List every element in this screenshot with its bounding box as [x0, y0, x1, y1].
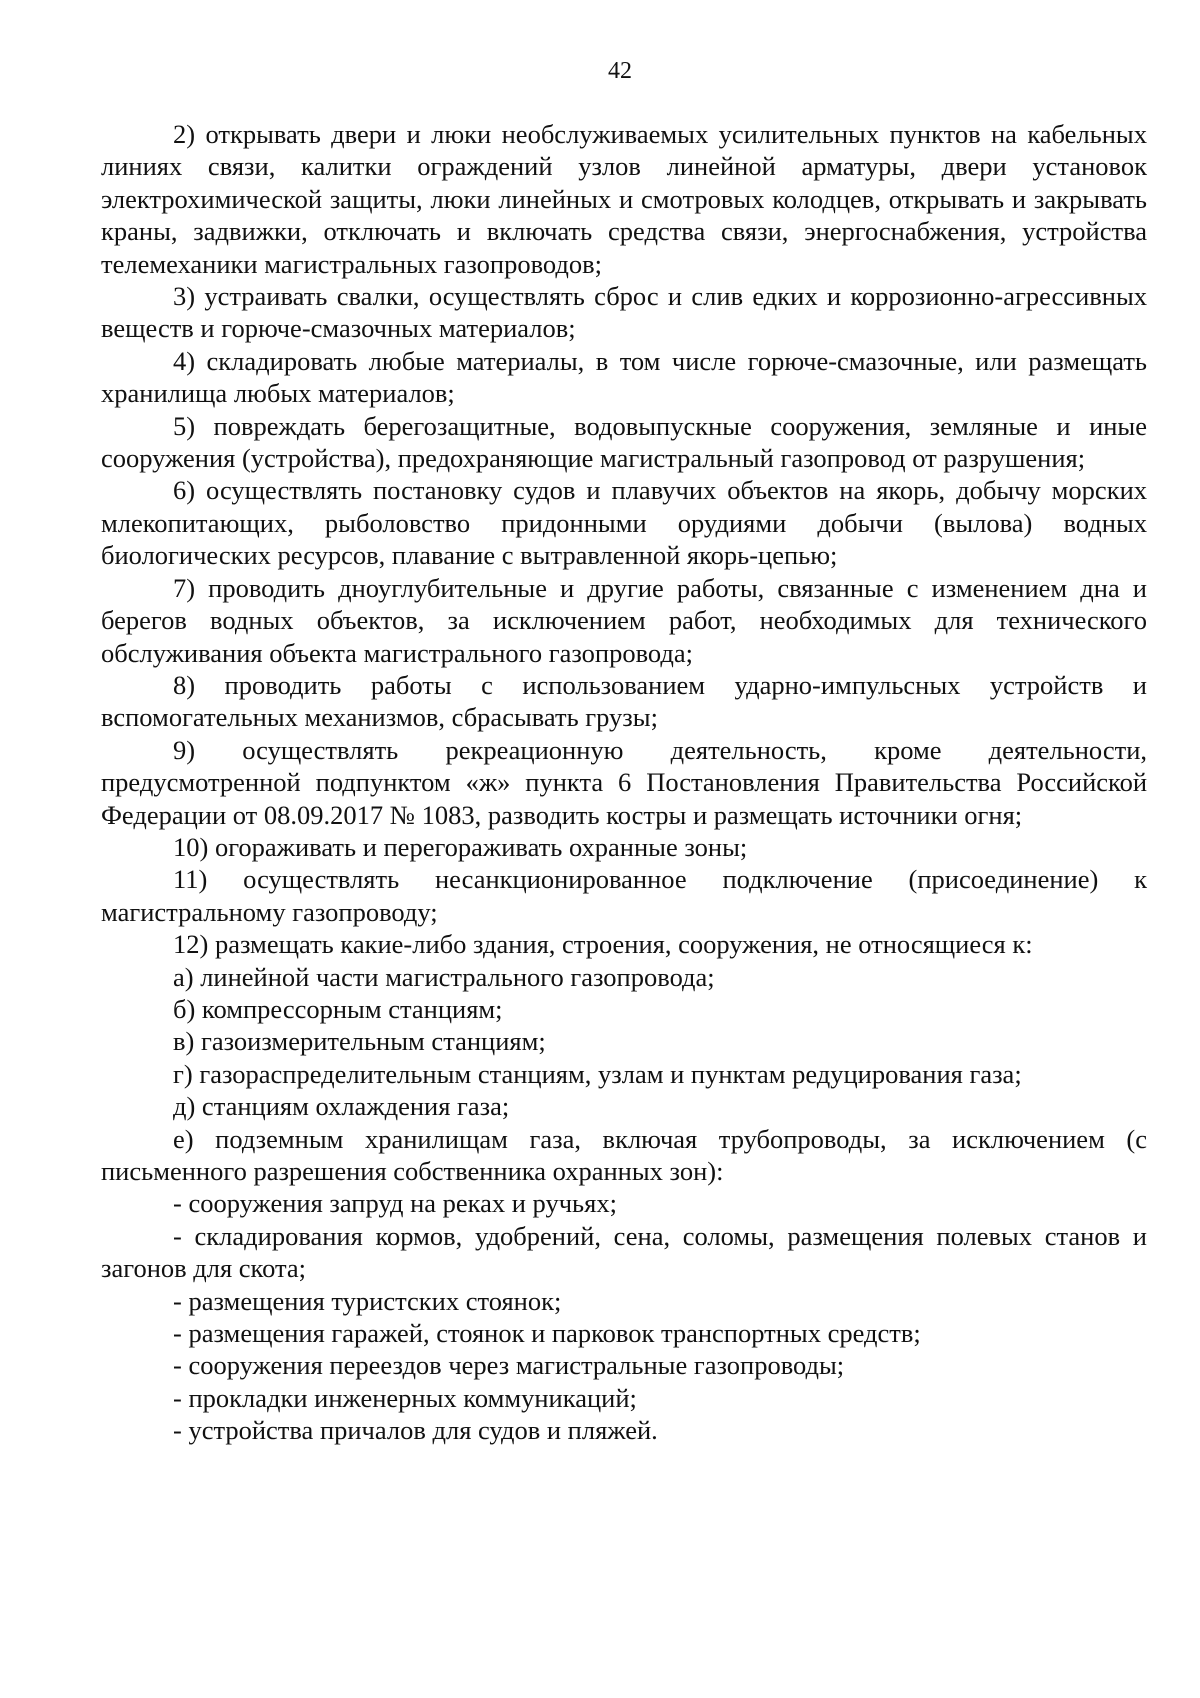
- paragraph-item-12: 12) размещать какие-либо здания, строения, сооружения, не относящиеся к:: [173, 929, 1033, 960]
- dash-item-utilities: - прокладки инженерных коммуникаций;: [173, 1382, 637, 1413]
- paragraph-item-3: 3) устраивать свалки, осуществлять сброс и слив едких и коррозионно-агрессивных веществ и горюче-смазочных материалов;: [101, 281, 1147, 344]
- subitem-b: б) компрессорным станциям;: [173, 993, 503, 1024]
- paragraph-item-9: 9) осуществлять рекреационную деятельность, кроме деятельности, предусмотренной подпунктом «ж» пункта 6 Постановления Правительства Российской Федерации от 08.09.2017 № 1083, разводить костры и размещать источники огня;: [101, 734, 1147, 830]
- document-body: [101, 118, 1147, 1447]
- dash-item-tourist-camps: - размещения туристских стоянок;: [173, 1285, 562, 1316]
- dash-item-berths: - устройства причалов для судов и пляжей.: [173, 1415, 658, 1446]
- page-number: 42: [608, 58, 632, 84]
- paragraph-item-6: 6) осуществлять постановку судов и плавучих объектов на якорь, добычу морских млекопитающих, рыболовство придонными орудиями добычи (вылова) водных биологических ресурсов, плавание с вытравленной якорь-цепью;: [101, 475, 1147, 571]
- paragraph-item-10: 10) огораживать и перегораживать охранные зоны;: [173, 831, 748, 862]
- subitem-d: д) станциям охлаждения газа;: [173, 1091, 510, 1122]
- paragraph-item-8: 8) проводить работы с использованием ударно-импульсных устройств и вспомогательных механизмов, сбрасывать грузы;: [101, 669, 1147, 733]
- paragraph-item-11: 11) осуществлять несанкционированное подключение (присоединение) к магистральному газопроводу;: [101, 864, 1147, 927]
- subitem-v: в) газоизмерительным станциям;: [173, 1026, 546, 1057]
- dash-item-storage: - складирования кормов, удобрений, сена, соломы, размещения полевых станов и загонов для скота;: [101, 1220, 1147, 1284]
- dash-item-crossings: - сооружения переездов через магистральные газопроводы;: [173, 1350, 845, 1381]
- subitem-e: е) подземным хранилищам газа, включая трубопроводы, за исключением (с письменного разрешения собственника охранных зон):: [101, 1123, 1147, 1186]
- subitem-a: а) линейной части магистрального газопровода;: [173, 961, 715, 992]
- paragraph-item-7: 7) проводить дноуглубительные и другие работы, связанные с изменением дна и берегов водных объектов, за исключением работ, необходимых для технического обслуживания объекта магистрального газопровода;: [101, 572, 1147, 668]
- dash-item-dams: - сооружения запруд на реках и ручьях;: [173, 1188, 617, 1219]
- dash-item-garages: - размещения гаражей, стоянок и парковок транспортных средств;: [173, 1318, 921, 1349]
- paragraph-item-5: 5) повреждать берегозащитные, водовыпускные сооружения, земляные и иные сооружения (устройства), предохраняющие магистральный газопровод от разрушения;: [101, 410, 1147, 474]
- subitem-g: г) газораспределительным станциям, узлам и пунктам редуцирования газа;: [173, 1058, 1022, 1089]
- paragraph-item-4: 4) складировать любые материалы, в том числе горюче-смазочные, или размещать хранилища любых материалов;: [101, 345, 1147, 409]
- paragraph-item-2: 2) открывать двери и люки необслуживаемых усилительных пунктов на кабельных линиях связи, калитки ограждений узлов линейной арматуры, двери установок электрохимической защиты, люки линейных и смотровых колодцев, открывать и закрывать краны, задвижки, отключать и включать средства связи, энергоснабжения, устройства телемеханики магистральных газопроводов;: [101, 119, 1147, 279]
